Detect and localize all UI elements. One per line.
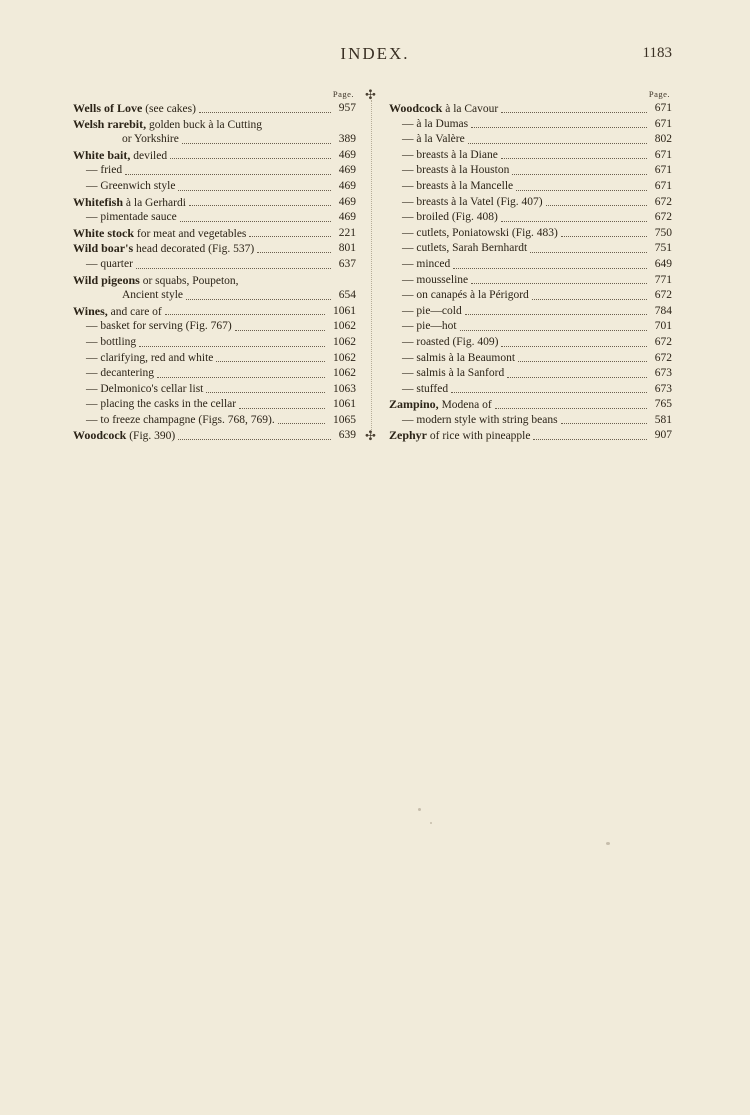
entry-heading: Zephyr [389,428,428,443]
index-entries-right [389,101,672,444]
entry-description: — mousseline [402,273,469,286]
entry-heading: Woodcock [73,428,127,443]
dot-leader [199,111,331,113]
dot-leader [561,422,647,424]
column-divider [371,100,372,436]
index-entry [389,117,672,133]
dot-leader [501,111,647,113]
entry-text [86,163,122,179]
entry-page-number: 221 [338,226,356,239]
entry-description: for meat and vegetables [134,227,247,240]
entry-page-number: 469 [338,211,356,224]
index-entry [389,257,672,273]
entry-heading: Wines, [73,303,108,318]
page-column-heading: Page. [332,89,354,99]
index-entry [73,351,356,367]
entry-text [73,304,162,321]
entry-page-number: 771 [654,273,672,286]
entry-text [402,288,529,304]
entry-page-number: 672 [654,351,672,364]
entry-description: — to freeze champagne (Figs. 768, 769). [86,413,275,426]
entry-text [402,226,558,242]
index-entry [389,241,672,257]
index-entry [389,319,672,335]
index-entry [389,304,672,320]
entry-description: — Delmonico's cellar list [86,382,204,395]
paper-speck [418,808,421,811]
entry-text [73,195,186,212]
dot-leader [501,157,647,159]
index-entry [389,226,672,242]
entry-description: — basket for serving (Fig. 767) [86,320,232,333]
entry-text [402,179,513,195]
dot-leader [516,189,647,191]
dot-leader [471,126,647,128]
entry-page-number: 701 [654,320,672,333]
fleuron-top: ✣ [365,87,376,102]
index-entry [73,257,356,273]
entry-text [402,163,509,179]
entry-page-number: 1062 [333,367,356,380]
entry-text [73,101,196,118]
index-column-right [389,87,672,444]
entry-text [389,101,498,118]
entry-description: — à la Dumas [402,117,469,130]
entry-text [86,397,236,413]
entry-description: — fried [86,164,123,177]
index-entry [389,351,672,367]
fleuron-bottom: ✣ [365,428,376,443]
dot-leader [495,407,647,409]
dot-leader [180,220,331,222]
entry-description: — clarifying, red and white [86,351,214,364]
index-entry [73,179,356,195]
index-entry [389,210,672,226]
entry-description: à la Gerhardi [123,196,186,209]
entry-heading: Welsh rarebit, [73,116,147,131]
index-entry [389,101,672,117]
entry-text [86,257,133,273]
index-entry [73,101,356,117]
entry-description: — breasts à la Mancelle [402,179,514,192]
dot-leader [530,251,647,253]
entry-text [402,319,457,335]
entry-text [402,413,558,429]
index-entry [73,241,356,257]
dot-leader [465,313,647,315]
entry-heading: Wild pigeons [73,272,140,287]
dot-leader [507,376,647,378]
index-entry [73,382,356,398]
entry-text [402,351,515,367]
dot-leader [460,329,647,331]
entry-page-number: 672 [654,289,672,302]
entry-page-number: 673 [654,382,672,395]
dot-leader [532,298,647,300]
entry-text [402,132,465,148]
entry-description: or Yorkshire [122,133,179,146]
index-entry [73,163,356,179]
entry-description: — breasts à la Vatel (Fig. 407) [402,195,543,208]
index-entry [73,226,356,242]
entry-page-number: 389 [338,133,356,146]
index-entries-left [73,101,356,444]
paper-speck [606,842,610,845]
index-entry [389,335,672,351]
entry-text [389,397,492,414]
entry-text [86,351,213,367]
entry-page-number: 469 [338,164,356,177]
entry-description: — roasted (Fig. 409) [402,335,499,348]
dot-leader [165,313,325,315]
dot-leader [125,173,331,175]
entry-description: — decantering [86,367,155,380]
dot-leader [453,267,647,269]
entry-description: — pie—hot [402,320,457,333]
entry-description: — broiled (Fig. 408) [402,211,498,224]
index-entry [389,132,672,148]
entry-page-number: 1062 [333,335,356,348]
dot-leader [257,251,331,253]
entry-page-number: 801 [338,242,356,255]
entry-description: — salmis à la Beaumont [402,351,516,364]
entry-page-number: 671 [654,179,672,192]
index-entry [389,382,672,398]
entry-text [402,241,527,257]
dot-leader [468,142,647,144]
entry-text [402,148,498,164]
entry-page-number: 907 [654,429,672,442]
entry-description: — breasts à la Houston [402,164,510,177]
dot-leader [561,235,647,237]
index-entry [389,397,672,413]
entry-page-number: 672 [654,195,672,208]
index-column-left [73,87,356,444]
entry-description: head decorated (Fig. 537) [133,243,255,256]
entry-text [86,319,232,335]
index-entry [73,428,356,444]
entry-description: — Greenwich style [86,179,176,192]
dot-leader [206,391,325,393]
index-entry [389,195,672,211]
entry-page-number: 469 [338,195,356,208]
entry-text [73,428,175,445]
index-entry [73,195,356,211]
entry-page-number: 654 [338,289,356,302]
index-entry [73,148,356,164]
index-entry [73,335,356,351]
entry-text [73,273,239,290]
entry-heading: Wells of Love [73,101,143,115]
page-column-heading: Page. [648,89,670,99]
entry-description: — pie—cold [402,304,462,317]
entry-heading: White stock [73,225,134,240]
entry-text [86,179,175,195]
entry-page-number: 673 [654,367,672,380]
entry-page-number: 1065 [333,413,356,426]
entry-description: or squabs, Poupeton, [139,274,239,287]
index-entry [73,319,356,335]
index-entry [389,366,672,382]
entry-text [402,335,498,351]
entry-description: Ancient style [122,289,183,302]
entry-page-number: 1061 [333,398,356,411]
dot-leader [501,345,647,347]
entry-page-number: 1062 [333,320,356,333]
entry-description: — cutlets, Poniatowski (Fig. 483) [402,226,558,239]
paper-speck [430,822,432,824]
entry-description: — salmis à la Sanford [402,367,505,380]
entry-page-number: 671 [654,148,672,161]
entry-page-number: 765 [654,398,672,411]
dot-leader [235,329,325,331]
entry-text [402,273,468,289]
entry-page-number: 581 [654,413,672,426]
index-entry [73,132,356,148]
index-entry [73,210,356,226]
dot-leader [546,204,647,206]
entry-page-number: 469 [338,148,356,161]
entry-description: — on canapés à la Périgord [402,289,529,302]
entry-text [73,226,246,243]
index-entry [389,413,672,429]
index-entry [73,397,356,413]
entry-text [402,257,450,273]
index-entry [73,117,356,133]
entry-page-number: 469 [338,179,356,192]
entry-text [402,366,504,382]
entry-page-number: 1062 [333,351,356,364]
entry-text [122,288,183,304]
entry-description: and care of [107,305,162,318]
entry-description: Modena of [438,399,492,412]
entry-text [402,382,448,398]
entry-page-number: 802 [654,133,672,146]
entry-description: — placing the casks in the cellar [86,398,237,411]
entry-page-number: 637 [338,257,356,270]
entry-description: (Fig. 390) [126,430,176,443]
entry-page-number: 784 [654,304,672,317]
dot-leader [533,438,647,440]
entry-description: — cutlets, Sarah Bernhardt [402,242,528,255]
entry-text [122,132,179,148]
entry-heading: Whitefish [73,194,124,209]
dot-leader [170,157,331,159]
index-entry [73,273,356,289]
entry-description: — à la Valère [402,133,465,146]
entry-text [86,382,203,398]
dot-leader [501,220,647,222]
index-entry [389,288,672,304]
index-entry [389,163,672,179]
entry-page-number: 751 [654,242,672,255]
index-entry [73,413,356,429]
dot-leader [178,438,331,440]
entry-text [389,428,530,445]
entry-page-number: 649 [654,257,672,270]
dot-leader [178,189,331,191]
entry-page-number: 672 [654,211,672,224]
entry-text [73,148,167,165]
dot-leader [512,173,647,175]
entry-description: — breasts à la Diane [402,148,498,161]
entry-description: of rice with pineapple [427,430,531,443]
entry-page-number: 750 [654,226,672,239]
dot-leader [186,298,331,300]
entry-description: golden buck à la Cutting [146,118,263,131]
entry-page-number: 671 [654,117,672,130]
dot-leader [157,376,325,378]
entry-text [86,335,136,351]
dot-leader [451,391,647,393]
dot-leader [139,345,325,347]
dot-leader [216,360,325,362]
entry-description: — bottling [86,335,137,348]
entry-page-number: 639 [338,429,356,442]
entry-description: — stuffed [402,382,449,395]
entry-page-number: 1063 [333,382,356,395]
dot-leader [471,282,647,284]
entry-description: — quarter [86,257,133,270]
entry-description: deviled [130,149,168,162]
dot-leader [249,235,331,237]
entry-page-number: 957 [338,102,356,114]
entry-page-number: 1061 [333,304,356,317]
index-entry [389,148,672,164]
index-entry [73,366,356,382]
dot-leader [189,204,331,206]
entry-heading: Wild boar's [73,241,134,256]
entry-page-number: 672 [654,335,672,348]
entry-page-number: 671 [654,164,672,177]
entry-text [402,210,498,226]
dot-leader [239,407,325,409]
entry-text [73,241,254,258]
entry-description: à la Cavour [442,103,499,115]
entry-text [86,210,177,226]
entry-page-number: 671 [654,102,672,114]
page-header-title: INDEX. [340,44,410,63]
dot-leader [182,142,331,144]
entry-text [73,117,262,134]
page-number: 1183 [642,45,672,61]
entry-text [402,304,462,320]
entry-description: — minced [402,257,451,270]
entry-text [402,195,543,211]
index-entry [389,179,672,195]
dot-leader [278,422,325,424]
index-entry [389,273,672,289]
entry-heading: White bait, [73,147,131,162]
entry-description: — pimentade sauce [86,211,177,224]
index-entry [389,428,672,444]
entry-heading: Zampino, [389,397,439,412]
dot-leader [136,267,331,269]
entry-text [402,117,468,133]
entry-heading: Woodcock [389,101,443,115]
entry-description: — modern style with string beans [402,413,558,426]
entry-description: (see cakes) [142,103,196,115]
entry-text [86,366,154,382]
index-entry [73,304,356,320]
index-entry [73,288,356,304]
dot-leader [518,360,647,362]
entry-text [86,413,275,429]
